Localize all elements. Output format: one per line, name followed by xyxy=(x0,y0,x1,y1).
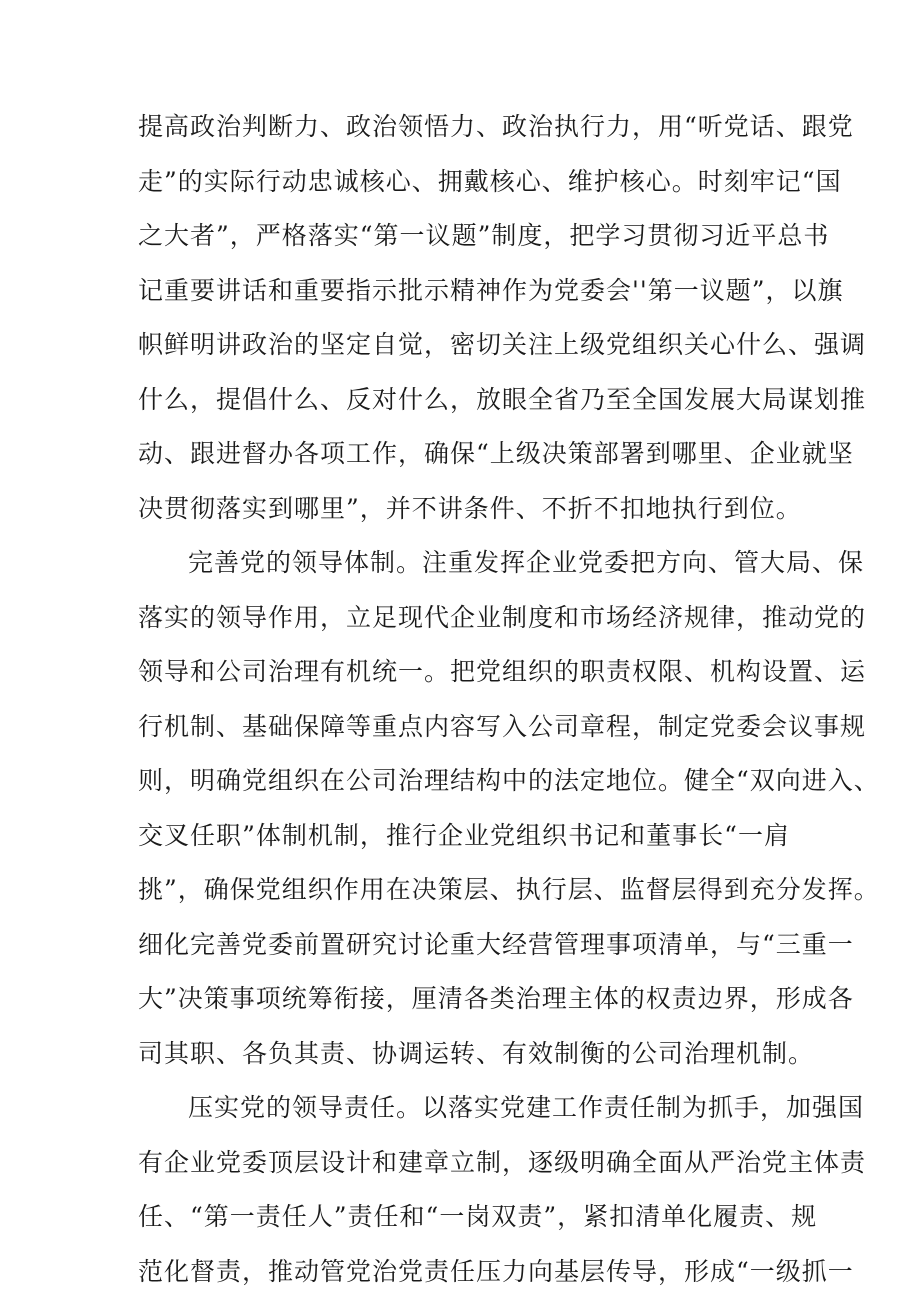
text-line: 司其职、各负其责、协调运转、有效制衡的公司治理机制。 xyxy=(138,1038,815,1068)
paragraph xyxy=(138,1081,867,1299)
text-line: 提高政治判断力、政治领悟力、政治执行力，用“听党话、跟党 xyxy=(138,112,854,141)
paragraph xyxy=(138,100,867,536)
text-line: 决贯彻落实到哪里”，并不讲条件、不折不扣地执行到位。 xyxy=(138,493,802,523)
text-line: 走”的实际行动忠诚核心、拥戴核心、维护核心。时刻牢记“国 xyxy=(138,166,842,196)
text-line: 压实党的领导责任。以落实党建工作责任制为抓手，加强国 xyxy=(188,1093,865,1122)
text-line: 完善党的领导体制。注重发挥企业党委把方向、管大局、保 xyxy=(188,548,865,577)
text-line: 帜鲜明讲政治的坚定自觉，密切关注上级党组织关心什么、强调 xyxy=(138,330,867,359)
text-line: 动、跟进督办各项工作，确保“上级决策部署到哪里、企业就坚 xyxy=(138,439,854,468)
text-line: 记重要讲话和重要指示批示精神作为党委会''第一议题”，以旗 xyxy=(138,275,844,305)
text-line: 范化督责，推动管党治党责任压力向基层传导，形成“一级抓一 xyxy=(138,1256,854,1286)
text-line: 落实的领导作用，立足现代企业制度和市场经济规律，推动党的 xyxy=(138,602,867,632)
text-line: 细化完善党委前置研究讨论重大经营管理事项清单，与“三重一 xyxy=(138,929,854,959)
text-line: 行机制、基础保障等重点内容写入公司章程，制定党委会议事规 xyxy=(138,711,867,741)
text-line: 领导和公司治理有机统一。把党组织的职责权限、机构设置、运 xyxy=(138,657,867,686)
text-line: 什么，提倡什么、反对什么，放眼全省乃至全国发展大局谋划推 xyxy=(138,384,867,414)
text-line: 挑”，确保党组织作用在决策层、执行层、监督层得到充分发挥。 xyxy=(138,875,880,904)
document-body xyxy=(138,100,880,1299)
text-line: 有企业党委顶层设计和建章立制，逐级明确全面从严治党主体责 xyxy=(138,1147,867,1177)
text-line: 则，明确党组织在公司治理结构中的法定地位。健全“双向进入、 xyxy=(138,766,880,795)
text-line: 大”决策事项统筹衔接，厘清各类治理主体的权责边界，形成各 xyxy=(138,984,854,1013)
text-line: 之大者”，严格落实“第一议题”制度，把学习贯彻习近平总书 xyxy=(138,221,830,250)
text-line: 交叉任职”体制机制，推行企业党组织书记和董事长“一肩 xyxy=(138,820,790,850)
text-line: 任、“第一责任人”责任和“一岗双责”，紧扣清单化履责、规 xyxy=(138,1202,818,1231)
paragraph xyxy=(138,536,880,1081)
